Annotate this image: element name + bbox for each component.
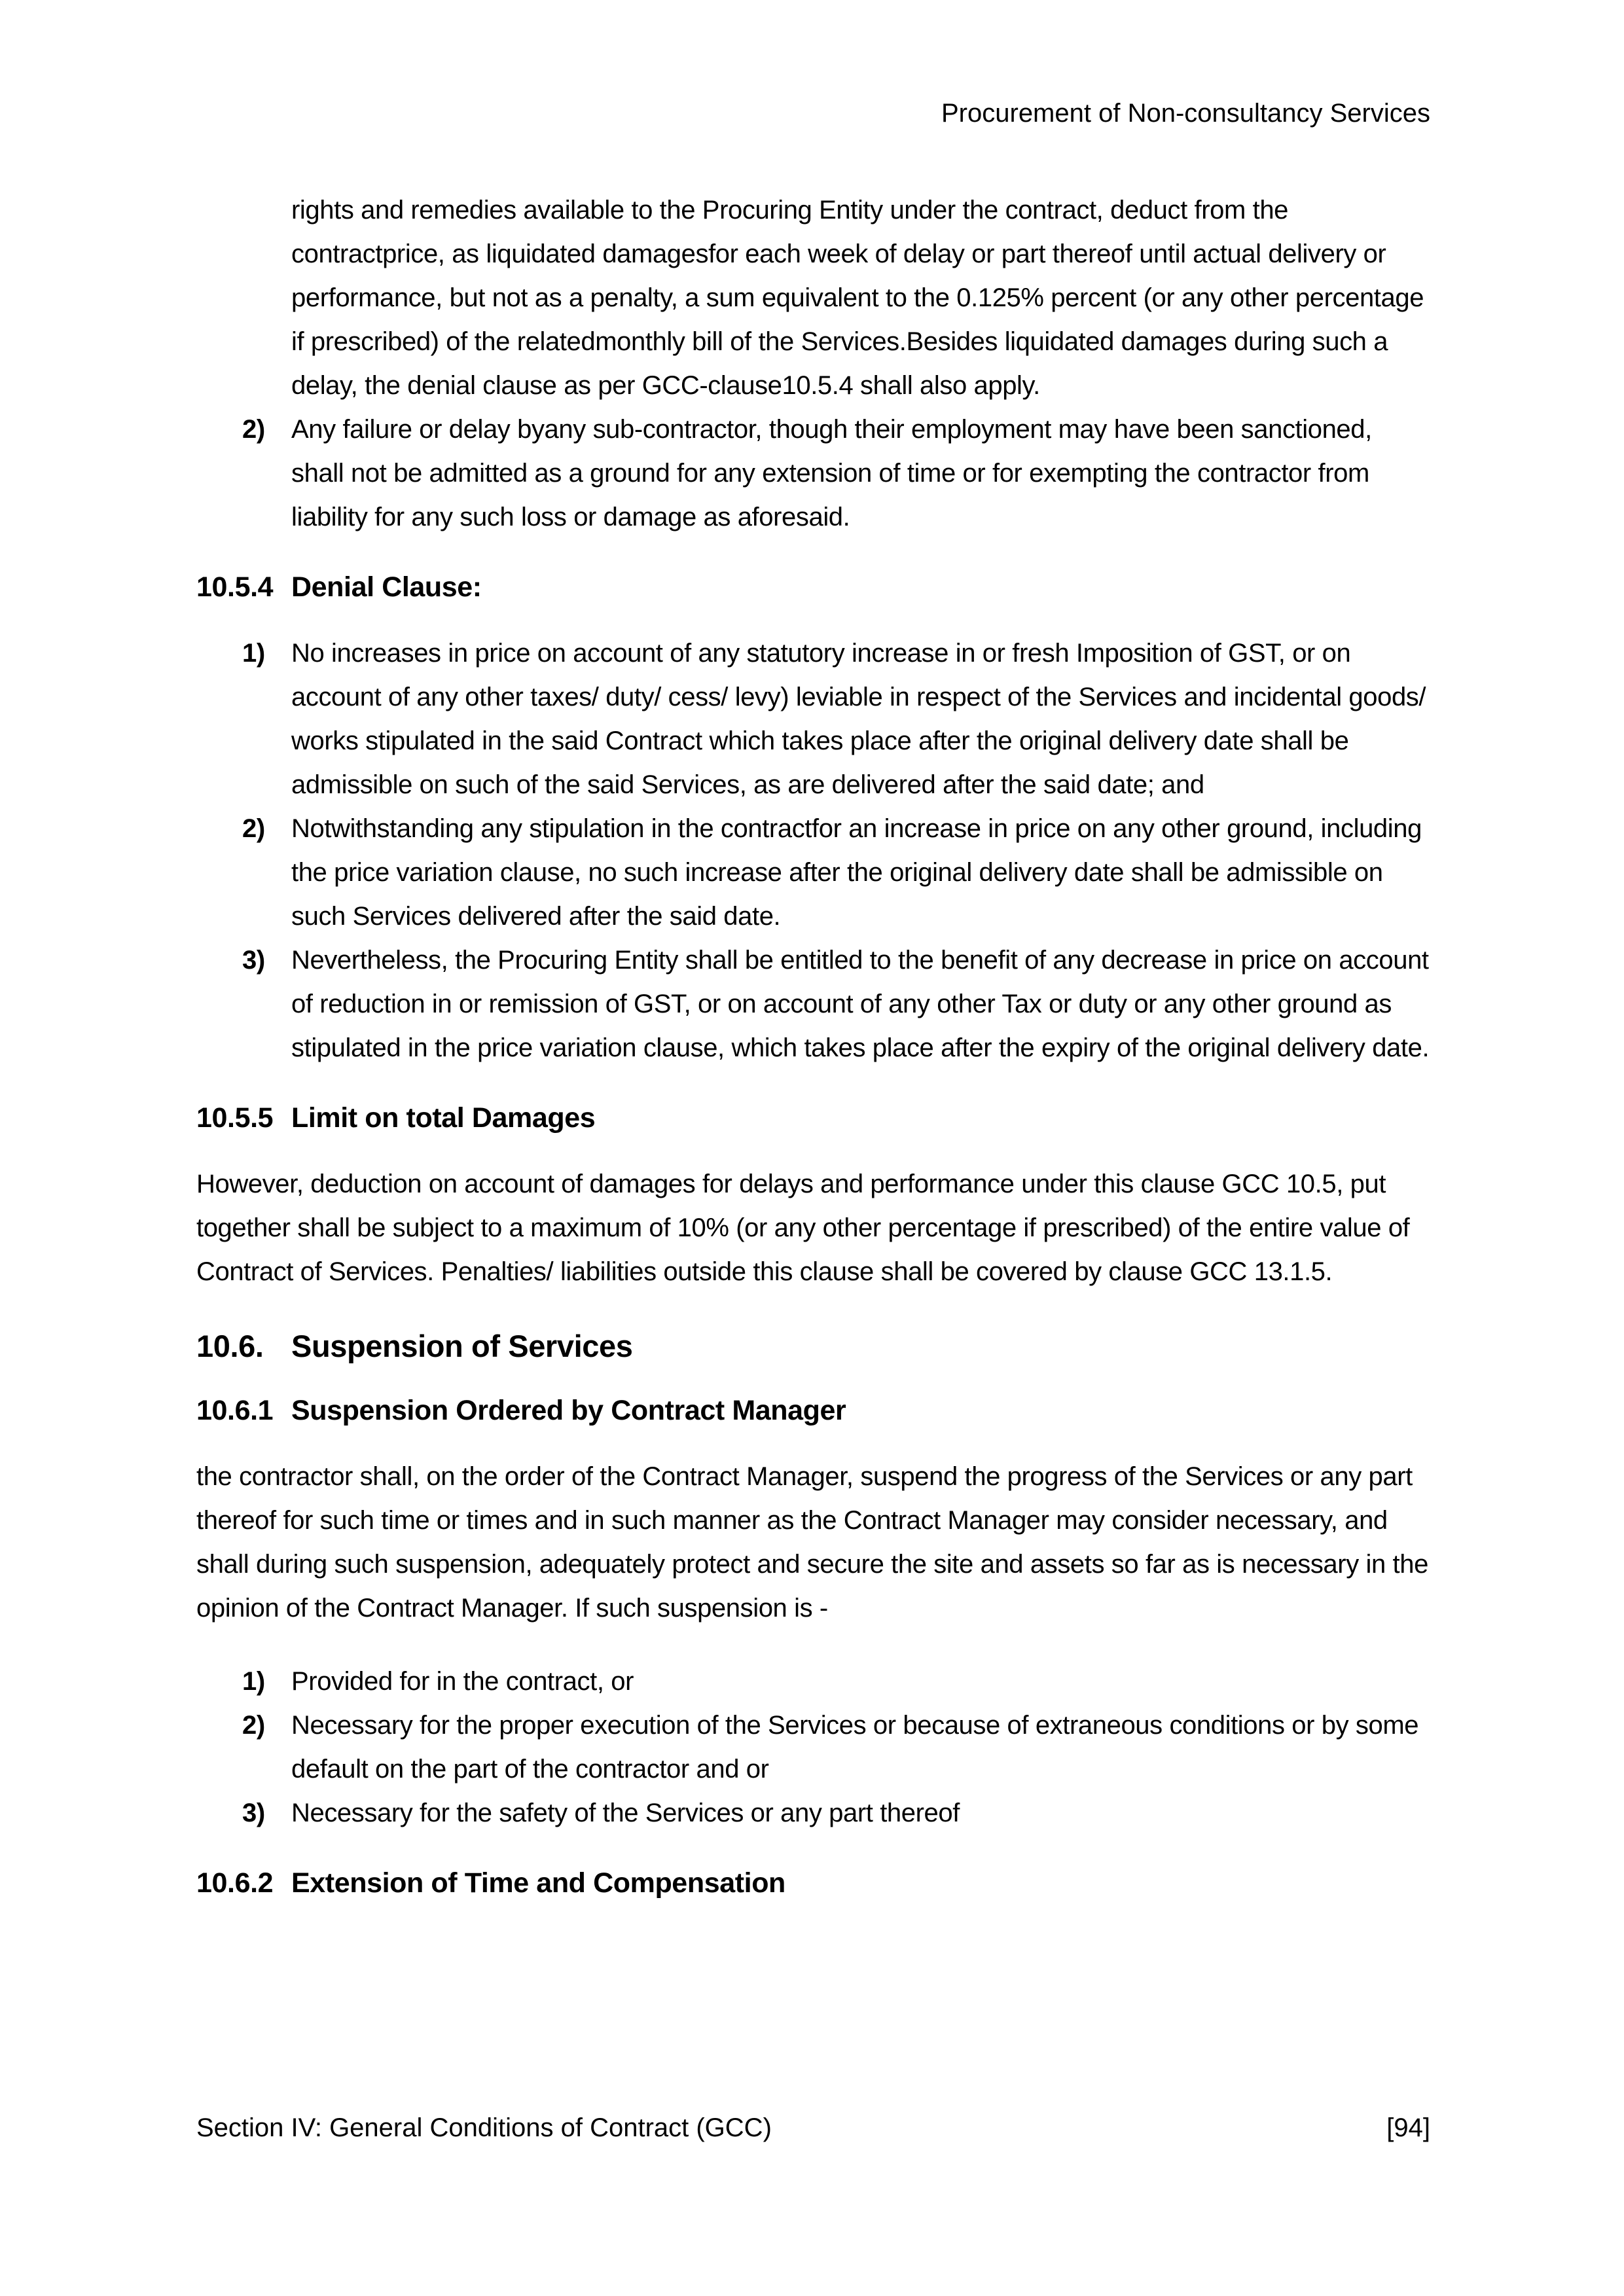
section-heading-10-5-5 — [196, 1100, 1430, 1136]
heading-title: Suspension Ordered by Contract Manager — [291, 1395, 846, 1426]
page-footer — [196, 2111, 1430, 2144]
section-heading-10-6-2 — [196, 1865, 1430, 1901]
heading-number: 10.6.2 — [196, 1867, 274, 1899]
list-item — [242, 632, 1430, 807]
section-heading-10-6-1 — [196, 1392, 1430, 1429]
list-text: Notwithstanding any stipulation in the contractfor an increase in price on any other ground, including the price variation clause, no such increase after the original delivery date shall be admissible on such Services delivered after the said date. — [291, 814, 1422, 931]
list-text: Necessary for the safety of the Services or any part thereof — [291, 1799, 960, 1827]
list-marker: 3) — [242, 1799, 265, 1827]
heading-title: Limit on total Damages — [291, 1102, 596, 1134]
page-number: [94] — [1386, 2113, 1430, 2142]
list-item — [242, 408, 1430, 539]
list-item — [242, 939, 1430, 1070]
list-marker: 2) — [242, 814, 265, 843]
section-heading-10-5-4 — [196, 569, 1430, 605]
list-marker: 2) — [242, 1711, 265, 1740]
footer-section-label: Section IV: General Conditions of Contract (GCC) — [196, 2113, 772, 2142]
heading-number: 10.5.5 — [196, 1102, 274, 1134]
list-marker: 2) — [242, 415, 265, 444]
list-item — [242, 807, 1430, 939]
paragraph: However, deduction on account of damages for delays and performance under this clause GCC 10.5, put together shall be subject to a maximum of 10% (or any other percentage if prescribed) of the entire value of Contract of Services. Penalties/ liabilities outside this clause shall be covered by clause GCC 13.1.5. — [196, 1170, 1410, 1286]
section-heading-10-6 — [196, 1327, 1430, 1366]
list-text: Necessary for the proper execution of the Services or because of extraneous conditions or by some default on the part of the contractor and or — [291, 1711, 1419, 1784]
list-text: Provided for in the contract, or — [291, 1667, 634, 1696]
list-item — [242, 1791, 1430, 1835]
list-marker: 1) — [242, 1667, 265, 1696]
heading-title: Extension of Time and Compensation — [291, 1867, 785, 1899]
heading-number: 10.6. — [196, 1329, 264, 1363]
heading-title: Suspension of Services — [291, 1329, 633, 1363]
list-item — [242, 1704, 1430, 1791]
list-text: Any failure or delay byany sub-contractor, though their employment may have been sanctioned, shall not be admitted as a ground for any extension of time or for exempting the contractor from liability for any such loss or damage as aforesaid. — [291, 415, 1372, 531]
paragraph: the contractor shall, on the order of the Contract Manager, suspend the progress of the Services or any part thereof for such time or times and in such manner as the Contract Manager may consider necessary, and shall during such suspension, adequately protect and secure the site and assets so far as is necessary in the opinion of the Contract Manager. If such suspension is - — [196, 1462, 1428, 1623]
list-marker: 1) — [242, 639, 265, 668]
heading-number: 10.5.4 — [196, 571, 274, 603]
page-header — [196, 97, 1430, 130]
page-content — [196, 188, 1430, 1928]
list-text: No increases in price on account of any statutory increase in or fresh Imposition of GST, or on account of any other taxes/ duty/ cess/ levy) leviable in respect of the Services and incidental goods/ works stipulated in the said Contract which takes place after the original delivery date shall be admissible on such of the said Services, as are delivered after the said date; and — [291, 639, 1426, 799]
list-text: Nevertheless, the Procuring Entity shall be entitled to the benefit of any decrease in price on account of reduction in or remission of GST, or on account of any other Tax or duty or any other ground as stipulated in the price variation clause, which takes place after the expiry of the original delivery date. — [291, 946, 1430, 1062]
header-title: Procurement of Non-consultancy Services — [941, 99, 1430, 128]
list-item — [242, 1660, 1430, 1704]
carryover-paragraph: rights and remedies available to the Procuring Entity under the contract, deduct from the contractprice, as liquidated damagesfor each week of delay or part thereof until actual delivery or performance, but not as a penalty, a sum equivalent to the 0.125% percent (or any other percentage if prescribed) of the relatedmonthly bill of the Services.Besides liquidated damages during such a delay, the denial clause as per GCC-clause10.5.4 shall also apply. — [291, 196, 1424, 400]
list-marker: 3) — [242, 946, 265, 975]
heading-title: Denial Clause: — [291, 571, 482, 603]
heading-number: 10.6.1 — [196, 1395, 274, 1426]
